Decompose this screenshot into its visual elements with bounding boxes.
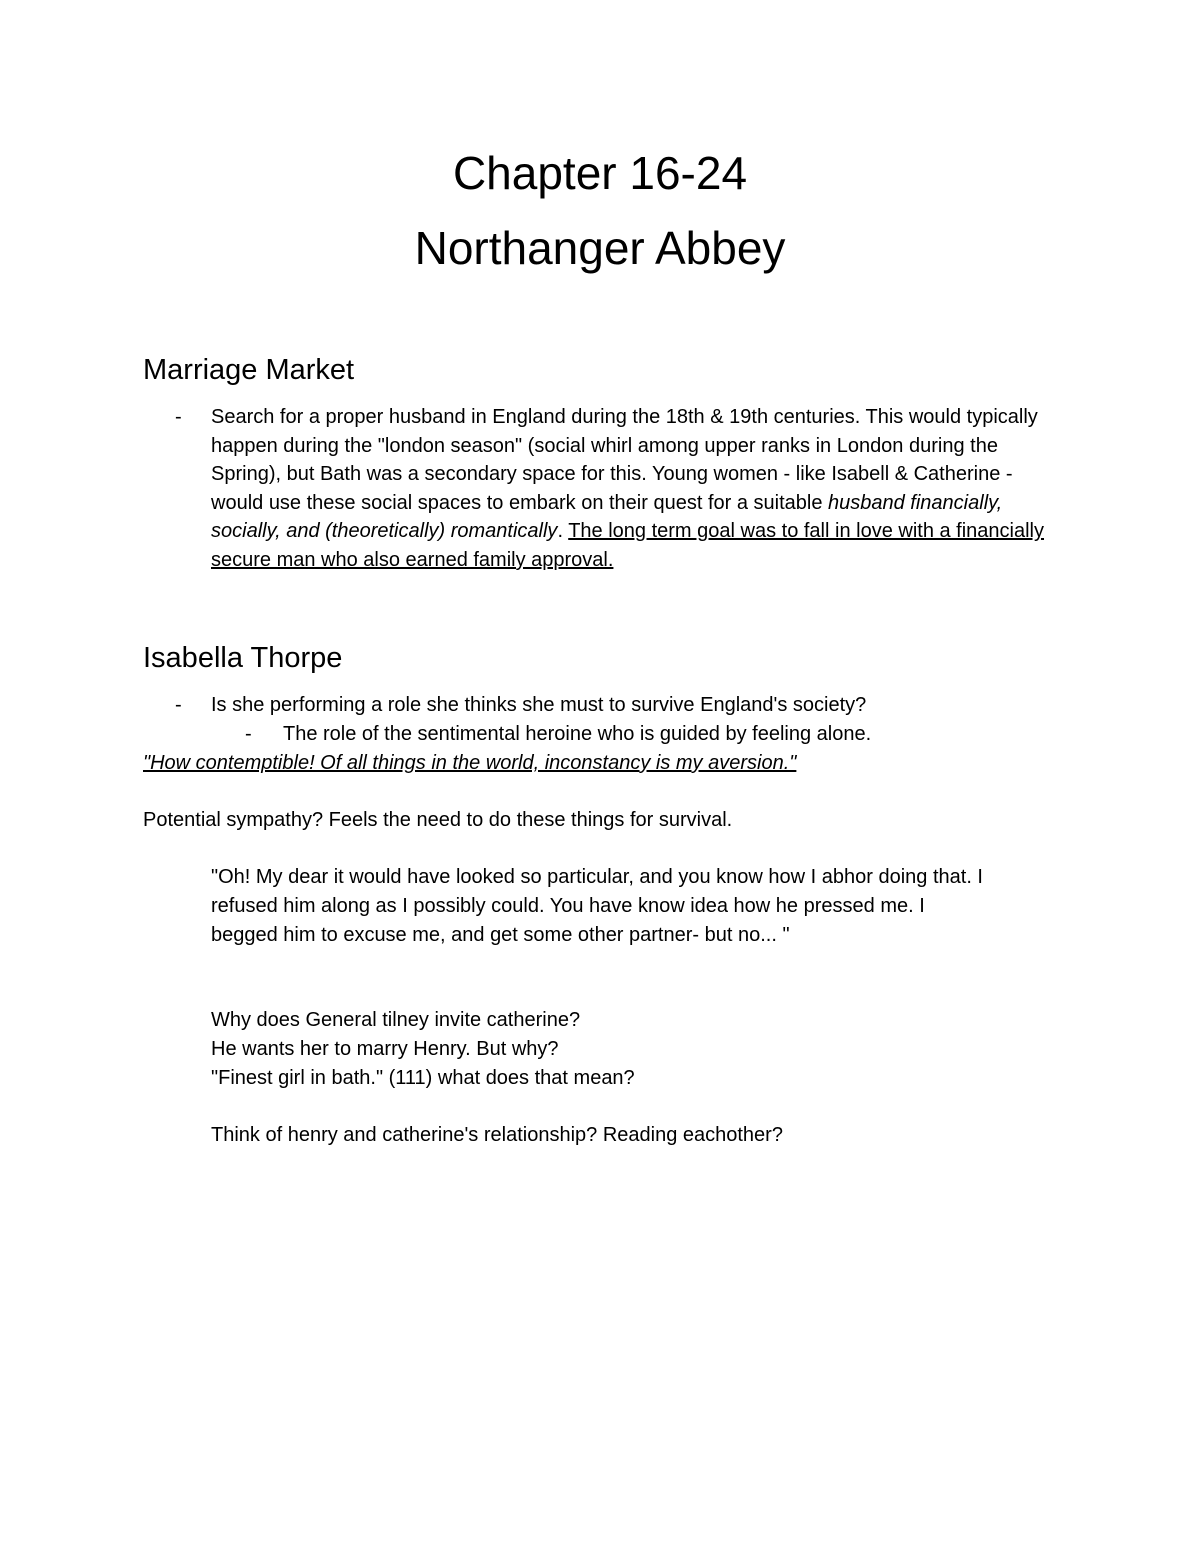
potential-sympathy-paragraph: Potential sympathy? Feels the need to do these things for survival. <box>143 809 733 831</box>
document-title-chapter: Chapter 16-24 <box>452 147 748 199</box>
bullet-text-italic: husband financially, socially, and (theoretically) romantically <box>211 491 1003 543</box>
question-line: Why does General tilney invite catherine? <box>211 1009 581 1031</box>
question-line: He wants her to marry Henry. But why? <box>211 1038 559 1060</box>
bullet-marker: - <box>175 406 182 428</box>
document-title-book: Northanger Abbey <box>414 222 786 274</box>
isabella-quote: "How contemptible! Of all things in the world, inconstancy is my aversion." <box>143 752 797 774</box>
bullet-text-after-italic: . <box>557 520 569 543</box>
indented-quote-line: "Oh! My dear it would have looked so particular, and you know how I abhor doing that. I <box>211 866 983 888</box>
final-question-line: Think of henry and catherine's relationship? Reading eachother? <box>211 1124 783 1146</box>
isabella-sub-bullet-text: The role of the sentimental heroine who is guided by feeling alone. <box>283 723 872 745</box>
question-line: "Finest girl in bath." (111) what does that mean? <box>211 1067 635 1089</box>
bullet-text-plain: Search for a proper husband in England during the 18th & 19th centuries. This would typically happen during the "london season" (social whirl among upper ranks in London during the Spring), but Bath was a secondary space for this. Young women - like Isabell & Catherine - would use these social spaces to embark on their quest for a suitable <box>211 406 1038 514</box>
bullet-text-underlined: The long term goal was to fall in love with a financially secure man who also earned family approval. <box>211 520 1044 571</box>
indented-quote-line: refused him along as I possibly could. You have know idea how he pressed me. I <box>211 895 925 917</box>
section-heading-isabella-thorpe: Isabella Thorpe <box>143 642 343 674</box>
isabella-bullet-text: Is she performing a role she thinks she must to survive England's society? <box>211 694 867 716</box>
section-heading-marriage-market: Marriage Market <box>143 354 355 386</box>
bullet-marker: - <box>175 694 182 716</box>
marriage-market-bullet-text <box>211 403 1053 575</box>
sub-bullet-marker: - <box>245 723 252 745</box>
indented-quote-line: begged him to excuse me, and get some other partner- but no... " <box>211 924 790 946</box>
